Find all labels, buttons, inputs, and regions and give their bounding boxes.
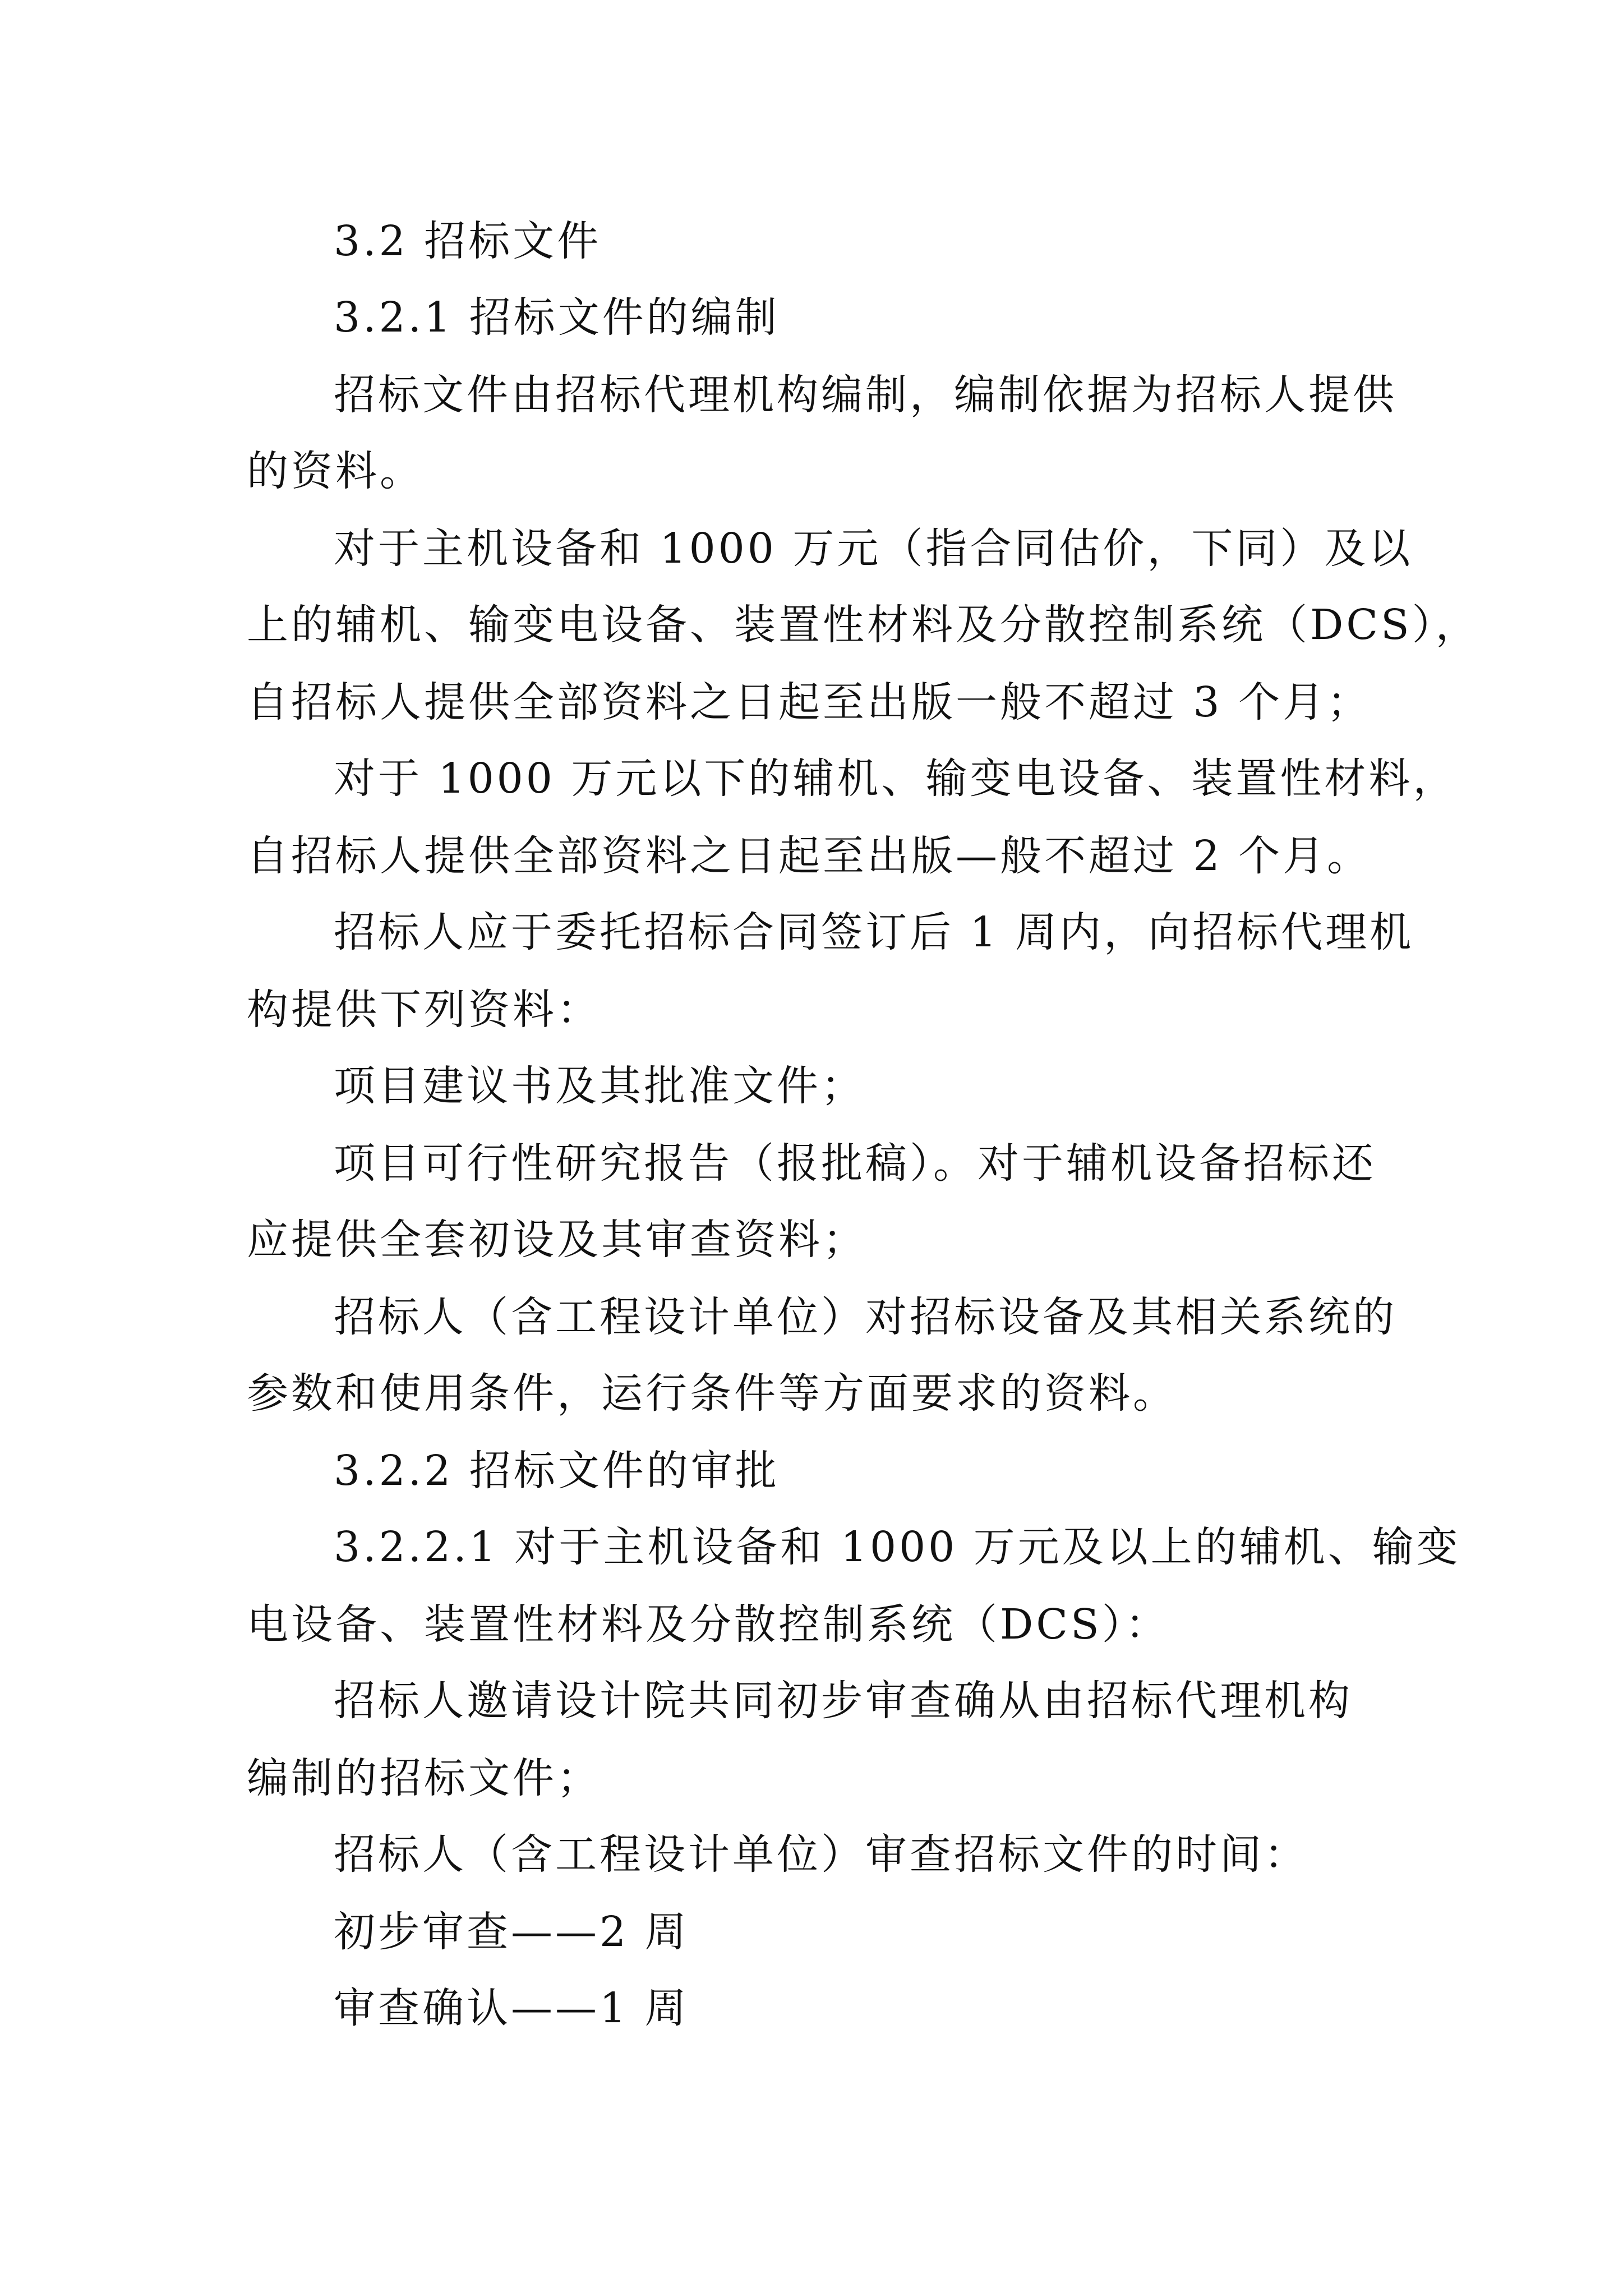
paragraph-line: 的资料。 [247,447,424,495]
list-item: 项目建议书及其批准文件； [334,1062,865,1110]
paragraph-line: 招标人应于委托招标合同签订后 1 周内，向招标代理机 [334,908,1414,956]
paragraph-line: 招标人（含工程设计单位）审查招标文件的时间： [334,1830,1308,1879]
paragraph-line: 自招标人提供全部资料之日起至出版一般不超过 3 个月； [247,678,1372,726]
list-item: 项目可行性研究报告（报批稿）。对于辅机设备招标还 [334,1139,1376,1188]
paragraph-line: 电设备、装置性材料及分散控制系统（DCS）： [247,1600,1170,1649]
paragraph-line: 招标人邀请设计院共同初步审查确从由招标代理机构 [334,1677,1353,1725]
schedule-item: 初步审查——2 周 [334,1908,689,1956]
section-heading: 3.2 招标文件 [334,217,602,265]
paragraph-line: 编制的招标文件； [247,1754,601,1802]
list-item: 参数和使用条件，运行条件等方面要求的资料。 [247,1369,1177,1418]
subsection-heading: 3.2.1 招标文件的编制 [334,293,780,342]
paragraph-line: 上的辅机、输变电设备、装置性材料及分散控制系统（DCS）， [247,601,1480,649]
subsection-heading: 3.2.2 招标文件的审批 [334,1447,780,1495]
paragraph-line: 3.2.2.1 对于主机设备和 1000 万元及以上的辅机、输变 [334,1523,1461,1571]
paragraph-line: 招标文件由招标代理机构编制，编制依据为招标人提供 [334,371,1397,419]
paragraph-line: 对于 1000 万元以下的辅机、输变电设备、装置性材料， [334,754,1458,803]
list-item: 招标人（含工程设计单位）对招标设备及其相关系统的 [334,1293,1397,1341]
paragraph-line: 对于主机设备和 1000 万元（指合同估价，下同）及以 [334,524,1413,573]
schedule-item: 审查确认——1 周 [334,1984,689,2032]
paragraph-line: 构提供下列资料： [247,986,601,1034]
paragraph-line: 自招标人提供全部资料之日起至出版—般不超过 2 个月。 [247,832,1372,880]
list-item: 应提供全套初设及其审查资料； [247,1216,867,1264]
